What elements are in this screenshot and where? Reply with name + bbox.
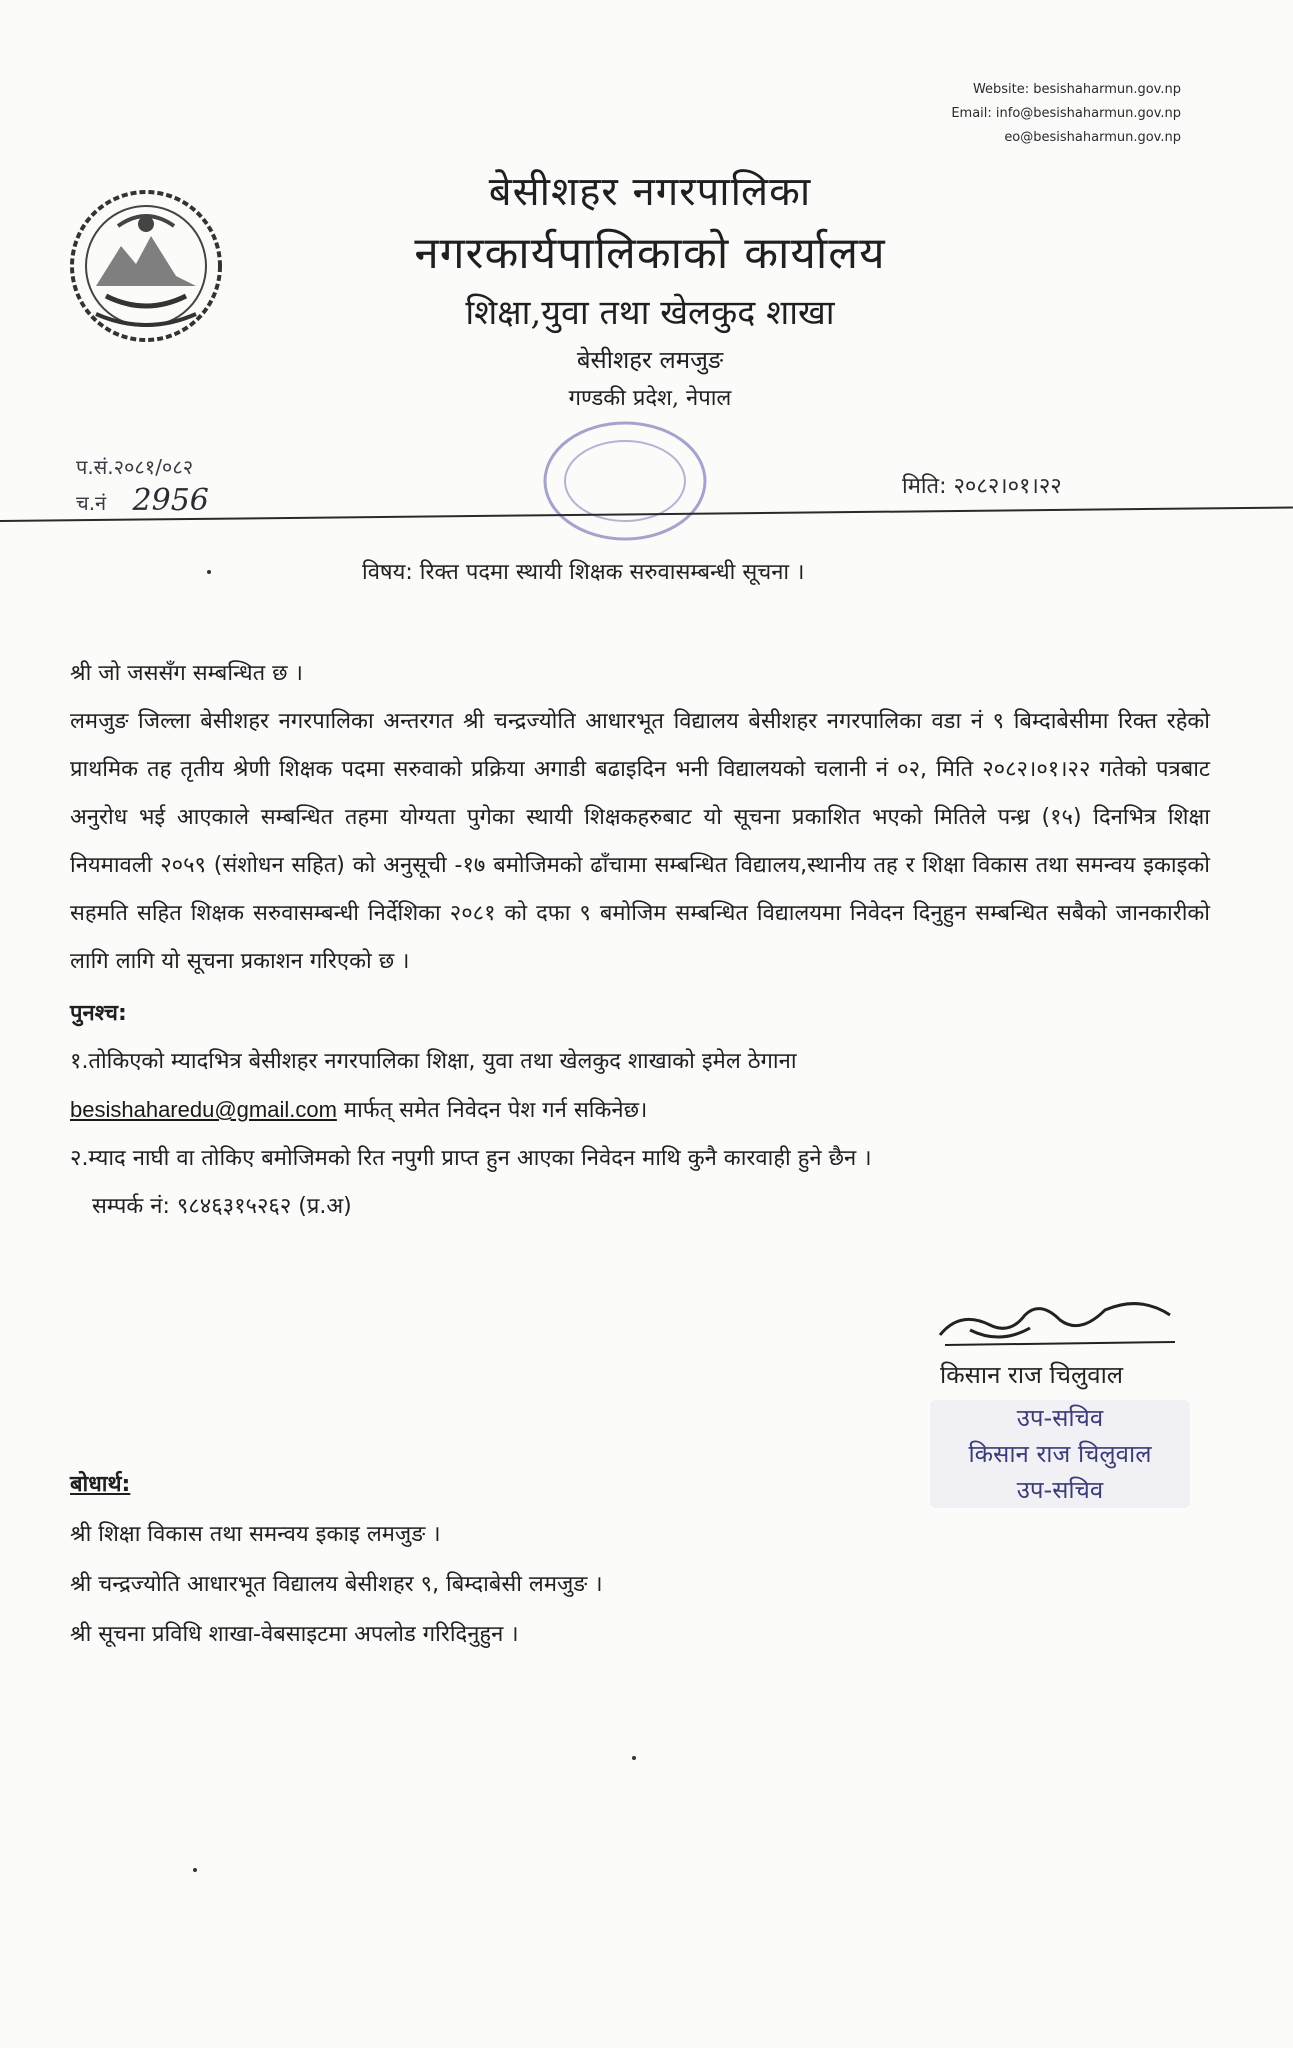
chalani-label: च.नं bbox=[76, 491, 107, 515]
email-text: Email: info@besishaharmun.gov.np bbox=[951, 106, 1181, 121]
chalani-row bbox=[76, 484, 209, 520]
reference-block bbox=[76, 450, 209, 520]
cc-item: श्री चन्द्रज्योति आधारभूत विद्यालय बेसीशहर ९, बिम्दाबेसी लमजुङ । bbox=[70, 1572, 603, 1597]
cc-label: बोधार्थ: bbox=[70, 1472, 131, 1497]
paper-speck bbox=[632, 1756, 636, 1760]
signer-name: किसान राज चिलुवाल bbox=[940, 1361, 1124, 1389]
contact-number: सम्पर्क नं: ९८४६३१५२६२ (प्र.अ) bbox=[92, 1194, 352, 1219]
cc-block bbox=[70, 1460, 603, 1660]
office-name: नगरकार्यपालिकाको कार्यालय bbox=[414, 228, 886, 279]
section-name: शिक्षा,युवा तथा खेलकुद शाखा bbox=[465, 293, 835, 333]
province-line: गण्डकी प्रदेश, नेपाल bbox=[568, 386, 732, 411]
location-line: बेसीशहर लमजुङ bbox=[576, 346, 724, 374]
seal-name: किसान राज चिलुवाल bbox=[968, 1440, 1152, 1468]
municipality-name: बेसीशहर नगरपालिका bbox=[488, 169, 812, 215]
cc-item: श्री सूचना प्रविधि शाखा-वेबसाइटमा अपलोड गरिदिनुहुन । bbox=[70, 1622, 519, 1647]
email2-text: eo@besishaharmun.gov.np bbox=[1004, 130, 1181, 145]
paper-speck bbox=[193, 1868, 197, 1872]
letter-date: मिति: २०८२।०१।२२ bbox=[902, 474, 1062, 499]
office-stamp-icon bbox=[540, 416, 710, 546]
nepal-emblem-icon bbox=[66, 186, 226, 346]
seal-title: उप-सचिव bbox=[1016, 1476, 1104, 1504]
note-1-text-2: मार्फत् समेत निवेदन पेश गर्न सकिनेछ। bbox=[336, 1098, 648, 1123]
designation-seal bbox=[930, 1400, 1190, 1508]
postscript-label: पुनश्च: bbox=[70, 1001, 127, 1026]
edu-email-link[interactable]: besishaharedu@gmail.com bbox=[70, 1097, 337, 1122]
cc-item: श्री शिक्षा विकास तथा समन्वय इकाइ लमजुङ । bbox=[70, 1522, 441, 1547]
main-paragraph: लमजुङ जिल्ला बेसीशहर नगरपालिका अन्तरगत श्री चन्द्रज्योति आधारभूत विद्यालय बेसीशहर नगरपालिका वडा नं ९ बिम्दाबेसीमा रिक्त रहेको प्राथमिक तह तृतीय श्रेणी शिक्षक पदमा सरुवाको प्रक्रिया अगाडी बढाइदिन भनी विद्यालयको चलानी नं ०२, मिति २०८२।०१।२२ गतेको पत्रबाट अनुरोध भई आएकाले सम्बन्धित तहमा योग्यता पुगेका स्थायी शिक्षकहरुबाट यो सूचना प्रकाशित भएको मितिले पन्ध्र (१५) दिनभित्र शिक्षा नियमावली २०५९ (संशोधन सहित) को अनुसूची -१७ बमोजिमको ढाँचामा सम्बन्धित विद्यालय,स्थानीय तह र शिक्षा विकास तथा समन्वय इकाइको सहमति सहित शिक्षक सरुवासम्बन्धी निर्देशिका २०८१ को दफा ९ बमोजिम सम्बन्धित विद्यालयमा निवेदन दिनुहुन सम्बन्धित सबैको जानकारीको लागि लागि यो सूचना प्रकाशन गरिएको छ । bbox=[70, 709, 1210, 974]
contact-block bbox=[951, 78, 1181, 150]
letter-body bbox=[70, 650, 1210, 1231]
chalani-value: 2956 bbox=[132, 483, 209, 518]
patra-sankhya: प.सं.२०८१/०८२ bbox=[76, 455, 194, 479]
note-2: २.म्याद नाघी वा तोकिए बमोजिमको रित नपुगी प्राप्त हुन आएका निवेदन माथि कुनै कारवाही हुने छैन । bbox=[70, 1146, 872, 1171]
salutation: श्री जो जससँग सम्बन्धित छ । bbox=[70, 661, 303, 686]
subject-line: विषय: रिक्त पदमा स्थायी शिक्षक सरुवासम्बन्धी सूचना । bbox=[362, 560, 805, 585]
office-header bbox=[330, 162, 970, 418]
note-1 bbox=[70, 1038, 1210, 1135]
website-text: Website: besishaharmun.gov.np bbox=[972, 82, 1181, 97]
signature-icon bbox=[930, 1290, 1190, 1360]
note-1-text: १.तोकिएको म्यादभित्र बेसीशहर नगरपालिका शिक्षा, युवा तथा खेलकुद शाखाको इमेल ठेगाना bbox=[70, 1049, 797, 1074]
seal-title-small: उप-सचिव bbox=[1016, 1404, 1104, 1432]
paper-speck bbox=[207, 570, 211, 574]
